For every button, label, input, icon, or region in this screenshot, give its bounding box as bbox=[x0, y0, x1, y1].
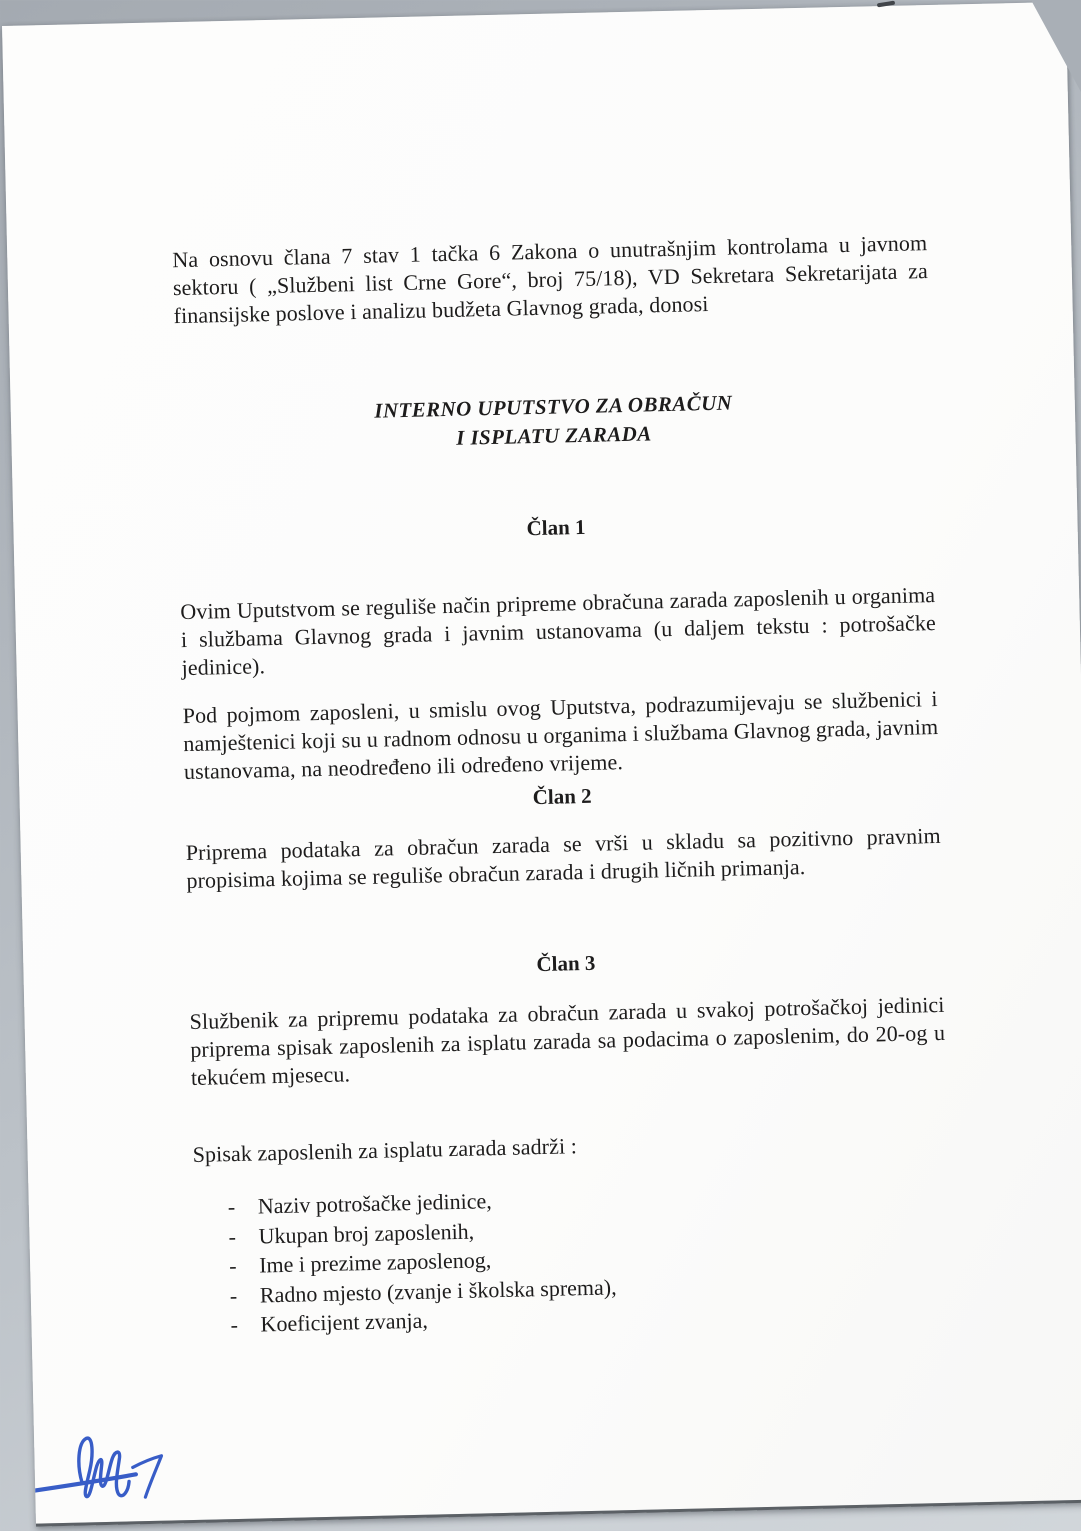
article-2-paragraph-1: Priprema podataka za obračun zarada se vrši u skladu sa pozitivno pravnim propisima kojima se reguliše obračun zarada i drugih ličnih primanja. bbox=[185, 822, 941, 894]
title-line-1: INTERNO UPUTSTVO ZA OBRAČUN bbox=[374, 390, 733, 423]
document-content bbox=[172, 229, 952, 1340]
list-item-text: Radno mjesto (zvanje i školska sprema), bbox=[259, 1273, 617, 1307]
list-item-text: Ime i prezime zaposlenog, bbox=[258, 1247, 492, 1278]
list-item-text: Ukupan broj zaposlenih, bbox=[258, 1218, 475, 1248]
document-title bbox=[176, 384, 932, 459]
article-3-paragraph-1: Službenik za pripremu podataka za obračun zarada u svakoj potrošačkoj jedinici priprema spisak zaposlenih za isplatu zarada sa podacima o zaposlenim, do 20-og u tekućem mjesecu. bbox=[189, 991, 946, 1090]
list-item-text: Koeficijent zvanja, bbox=[260, 1307, 429, 1337]
title-line-2: I ISPLATU ZARADA bbox=[455, 421, 652, 450]
preamble-paragraph: Na osnovu člana 7 stav 1 tačka 6 Zakona o unutrašnjim kontrolama u javnom sektoru ( „Službeni list Crne Gore“, broj 75/18), VD Sekretara Sekretarijata za finansijske poslove i analizu budžeta Glavnog grada, donosi bbox=[172, 230, 929, 329]
dash-bullet: - bbox=[229, 1282, 238, 1308]
list-item-text: Naziv potrošačke jedinice, bbox=[257, 1188, 493, 1219]
dash-bullet: - bbox=[228, 1223, 237, 1249]
article-2-heading: Član 2 bbox=[532, 783, 592, 810]
signature-scribble bbox=[24, 1424, 206, 1523]
article-3-heading: Član 3 bbox=[536, 950, 596, 977]
dash-bullet: - bbox=[228, 1253, 237, 1279]
article-1-paragraph-2: Pod pojmom zaposleni, u smislu ovog Uputstva, podrazumijevaju se službenici i namještenici koji su u radnom odnosu u organima i službama Glavnog grada, javnim ustanovama, na neodređeno ili određeno vrijeme. bbox=[182, 685, 939, 785]
employee-list-contents bbox=[194, 1176, 952, 1341]
dash-bullet: - bbox=[230, 1311, 239, 1338]
article-1-paragraph-1: Ovim Uputstvom se reguliše način pripreme obračuna zarada zaposlenih u organima i službama Glavnog grada i javnim ustanovama (u daljem tekstu : potrošačke jedinice). bbox=[180, 581, 937, 681]
scanned-page bbox=[2, 2, 1081, 1527]
dash-bullet: - bbox=[227, 1194, 236, 1220]
list-intro-line: Spisak zaposlenih za isplatu zarada sadrži : bbox=[192, 1133, 578, 1167]
article-1-heading: Član 1 bbox=[526, 514, 586, 541]
